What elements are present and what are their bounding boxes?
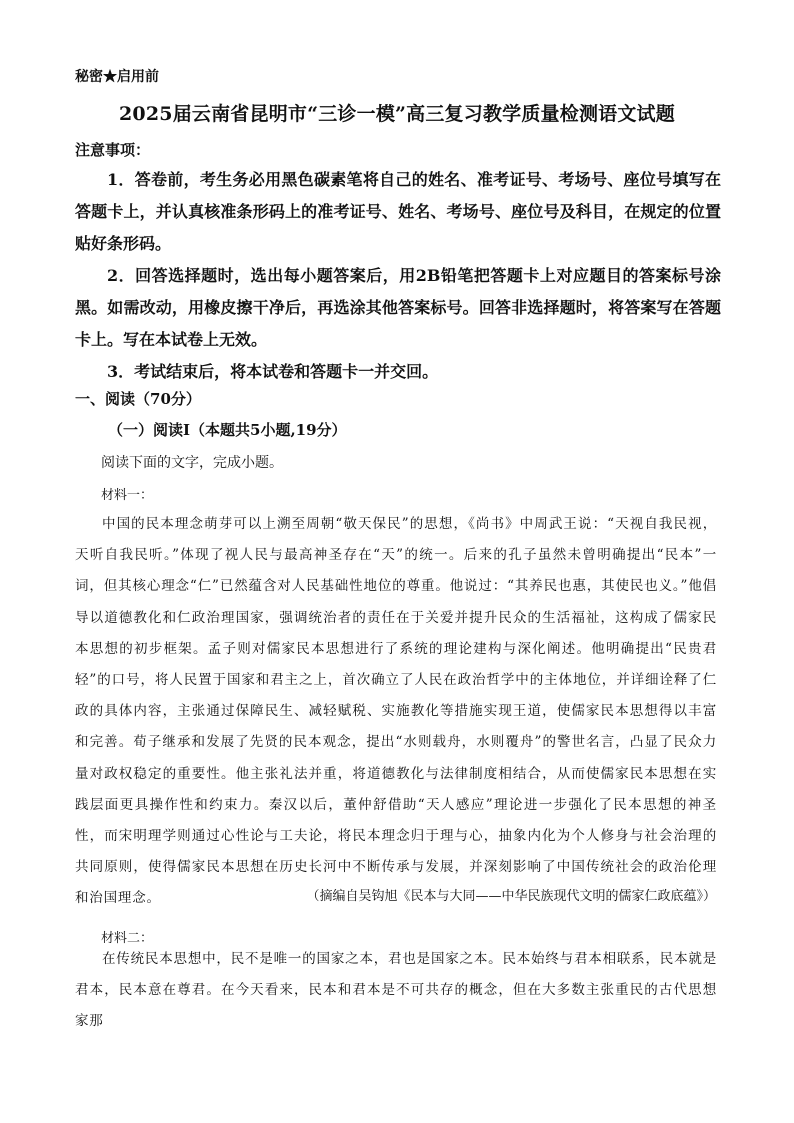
- notice-item-2: 2．回答选择题时，选出每小题答案后，用2B铅笔把答题卡上对应题目的答案标号涂黑。如需改动，用橡皮擦干净后，再选涂其他答案标号。回答非选择题时，将答案写在答题卡上。写在本试卷上无效。: [75, 266, 721, 349]
- notice-list: [75, 164, 721, 388]
- section-heading: 一、阅读（70分）: [75, 390, 201, 408]
- notice-item-1: 1．答卷前，考生务必用黑色碳素笔将自己的姓名、准考证号、考场号、座位号填写在答题卡上，并认真核准条形码上的准考证号、姓名、考场号、座位号及科目，在规定的位置贴好条形码。: [75, 170, 721, 253]
- confidential-label: 秘密★启用前: [75, 69, 159, 85]
- notice-heading: 注意事项：: [75, 141, 151, 159]
- page-title: 2025届云南省昆明市“三诊一模”高三复习教学质量检测语文试题: [119, 103, 675, 125]
- reading-instruction: 阅读下面的文字，完成小题。: [101, 454, 283, 470]
- material-1-label: 材料一：: [101, 488, 154, 503]
- material-1-source: （摘编自吴钩旭《民本与大同——中华民族现代文明的儒家仁政底蕴》）: [306, 889, 716, 904]
- material-2-label: 材料二：: [101, 931, 154, 946]
- material-2-text: 在传统民本思想中，民不是唯一的国家之本，君也是国家之本。民本始终与君本相联系，民本就是君本，民本意在尊君。在今天看来，民本和君本是不可共存的概念，但在大多数主张重民的古代思想家那: [75, 951, 717, 1030]
- subsection-heading: （一）阅读Ⅰ（本题共5小题,19分）: [108, 421, 347, 439]
- notice-item-3: 3．考试结束后，将本试卷和答题卡一并交回。: [107, 362, 439, 381]
- material-1-text: 中国的民本理念萌芽可以上溯至周朝“敬天保民”的思想，《尚书》中周武王说：“天视自我民视，天听自我民听。”体现了视人民与最高神圣存在“天”的统一。后来的孔子虽然未曾明确提出“民本”一词，但其核心理念“仁”已然蕴含对人民基础性地位的尊重。他说过：“其养民也惠，其使民也义。”他倡导以道德教化和仁政治理国家，强调统治者的责任在于关爱并提升民众的生活福祉，这构成了儒家民本思想的初步框架。孟子则对儒家民本思想进行了系统的理论建构与深化阐述。他明确提出“民贵君轻”的口号，将人民置于国家和君主之上，首次确立了人民在政治哲学中的主体地位，并详细诠释了仁政的具体内容，主张通过保障民生、减轻赋税、实施教化等措施实现王道，使儒家民本思想得以丰富和完善。荀子继承和发展了先贤的民本观念，提出“水则载舟，水则覆舟”的警世名言，凸显了民众力量对政权稳定的重要性。他主张礼法并重，将道德教化与法律制度相结合，从而使儒家民本思想在实践层面更具操作性和约束力。秦汉以后，董仲舒借助“天人感应”理论进一步强化了民本思想的神圣性，而宋明理学则通过心性论与工夫论，将民本理念归于理与心，抽象内化为个人修身与社会治理的共同原则，使得儒家民本思想在历史长河中不断传承与发展，并深刻影响了中国传统社会的政治伦理和治国理念。: [75, 516, 717, 907]
